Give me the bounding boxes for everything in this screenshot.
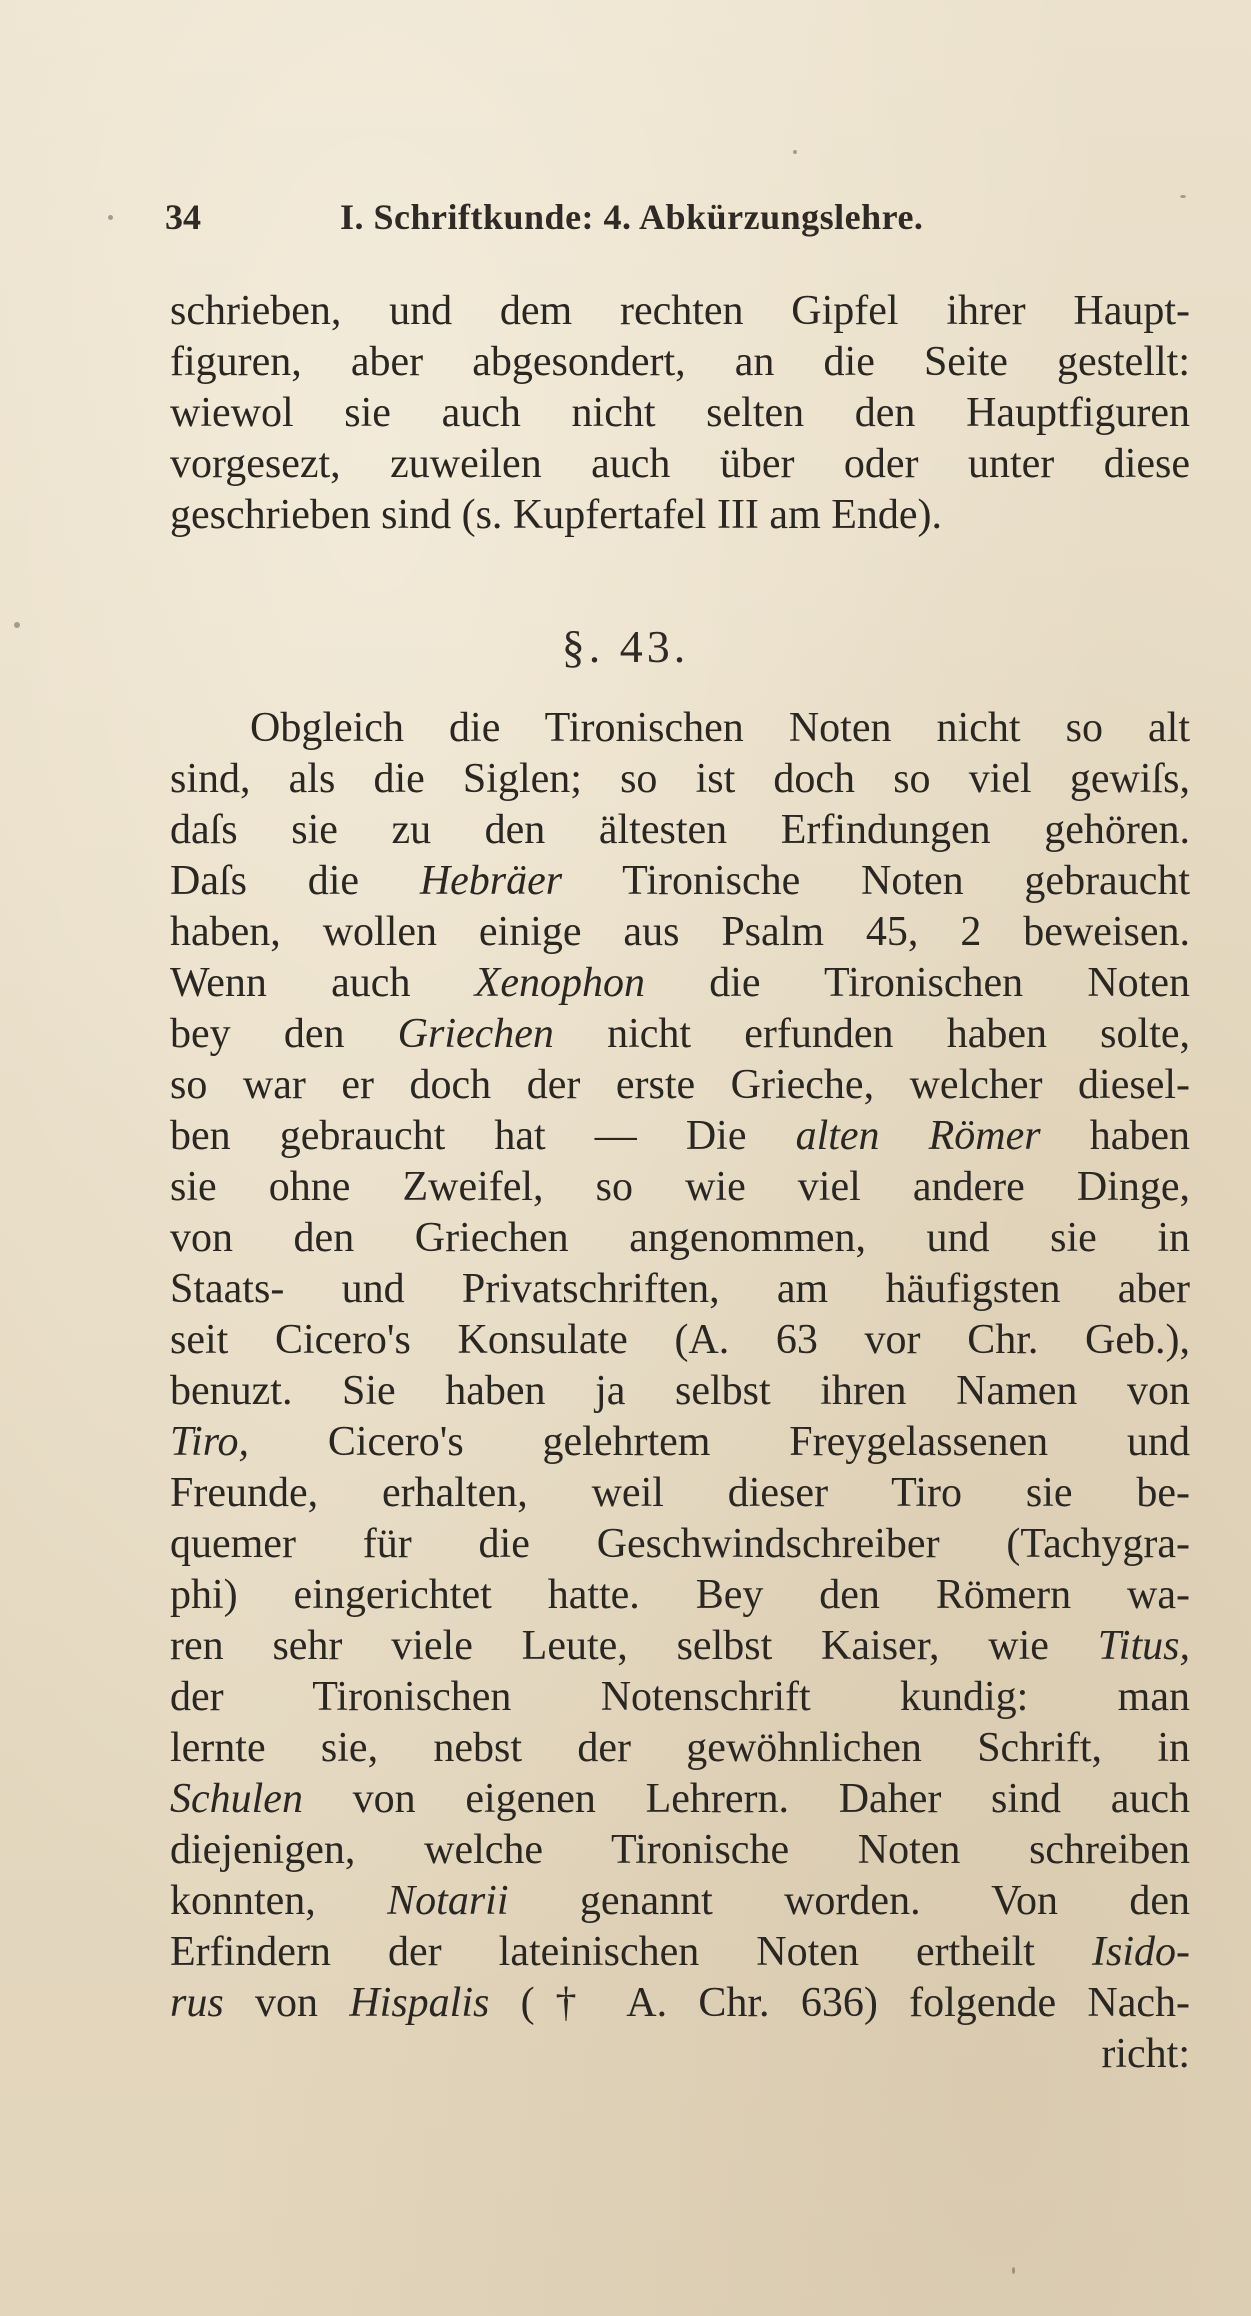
running-head-title: I. Schriftkunde: 4. Abkürzungslehre. — [340, 197, 924, 237]
italic-term: rus — [170, 1980, 224, 2026]
text-line: Staats- und Privatschriften, am häufigsten aber — [170, 1266, 1190, 1312]
text-run: von eigenen Lehrern. Daher sind auch — [302, 1776, 1190, 1822]
text-line: daſs sie zu den ältesten Erfindungen gehören. — [170, 807, 1190, 853]
italic-term: Xenophon — [474, 960, 645, 1006]
text-run: Tironische Noten gebraucht — [562, 858, 1190, 904]
text-line: Freunde, erhalten, weil dieser Tiro sie be- — [170, 1470, 1190, 1516]
text-line — [170, 1111, 1190, 1162]
text-run: genannt worden. Von den — [508, 1878, 1190, 1924]
text-run: Daſs die — [170, 858, 420, 904]
text-line: geschrieben sind (s. Kupfertafel III am Ende). — [170, 492, 943, 538]
italic-term: alten Römer — [795, 1113, 1041, 1159]
text-run: ren sehr viele Leute, selbst Kaiser, wie — [170, 1623, 1098, 1669]
text-line: haben, wollen einige aus Psalm 45, 2 beweisen. — [170, 909, 1190, 955]
text-line: richt: — [1101, 2031, 1190, 2077]
italic-term: Notarii — [387, 1878, 509, 1924]
text-line: seit Cicero's Konsulate (A. 63 vor Chr. Geb.), — [170, 1317, 1190, 1363]
text-run: die Tironischen Noten — [644, 960, 1190, 1006]
text-line: von den Griechen angenommen, und sie in — [170, 1215, 1190, 1261]
italic-term: Isido- — [1092, 1929, 1190, 1975]
page-number: 34 — [165, 197, 201, 237]
text-line: diejenigen, welche Tironische Noten schreiben — [170, 1827, 1190, 1873]
text-line: vorgesezt, zuweilen auch über oder unter diese — [170, 441, 1190, 487]
text-line — [170, 958, 1190, 1009]
italic-term: Griechen — [397, 1011, 554, 1057]
paragraph-section-43 — [170, 703, 1190, 2080]
text-line — [170, 1876, 1190, 1927]
text-line — [170, 856, 1190, 907]
text-line: figuren, aber abgesondert, an die Seite gestellt: — [170, 339, 1190, 385]
paper-speck — [108, 215, 113, 220]
italic-term: Titus, — [1097, 1623, 1190, 1669]
text-line: schrieben, und dem rechten Gipfel ihrer Haupt- — [170, 288, 1190, 334]
text-run: ben gebraucht hat — Die — [170, 1113, 796, 1159]
text-line: wiewol sie auch nicht selten den Hauptfiguren — [170, 390, 1190, 436]
paper-speck — [793, 150, 797, 154]
text-line: so war er doch der erste Grieche, welcher diesel- — [170, 1062, 1190, 1108]
text-run: nicht erfunden haben solte, — [553, 1011, 1190, 1057]
text-run: konnten, — [170, 1878, 388, 1924]
text-line: lernte sie, nebst der gewöhnlichen Schrift, in — [170, 1725, 1190, 1771]
text-line — [170, 1009, 1190, 1060]
italic-term: Hispalis — [349, 1980, 490, 2026]
text-line: der Tironischen Notenschrift kundig: man — [170, 1674, 1190, 1720]
text-run: von — [223, 1980, 350, 2026]
text-run: Wenn auch — [170, 960, 475, 1006]
text-line — [170, 1774, 1190, 1825]
paper-speck — [1012, 2267, 1015, 2274]
italic-term: Hebräer — [419, 858, 563, 904]
text-line: sind, als die Siglen; so ist doch so viel gewiſs, — [170, 756, 1190, 802]
text-run: Cicero's gelehrtem Freygelassenen und — [249, 1419, 1190, 1465]
text-run: haben — [1040, 1113, 1190, 1159]
text-line — [170, 1417, 1190, 1468]
text-line: benuzt. Sie haben ja selbst ihren Namen von — [170, 1368, 1190, 1414]
text-line — [170, 1621, 1190, 1672]
italic-term: Tiro, — [170, 1419, 249, 1465]
text-line — [170, 1927, 1190, 1978]
text-line: Obgleich die Tironischen Noten nicht so alt — [250, 705, 1190, 751]
text-run: bey den — [170, 1011, 398, 1057]
section-heading: §. 43. — [561, 621, 690, 672]
text-line — [170, 1978, 1190, 2029]
text-line: quemer für die Geschwindschreiber (Tachygra- — [170, 1521, 1190, 1567]
italic-term: Schulen — [170, 1776, 303, 1822]
text-run: († A. Chr. 636) folgende Nach- — [489, 1980, 1190, 2026]
text-line: phi) eingerichtet hatte. Bey den Römern wa- — [170, 1572, 1190, 1618]
text-run: Erfindern der lateinischen Noten ertheilt — [170, 1929, 1092, 1975]
paragraph-continuation — [170, 286, 1190, 541]
text-line: sie ohne Zweifel, so wie viel andere Dinge, — [170, 1164, 1190, 1210]
running-head — [165, 196, 1205, 246]
